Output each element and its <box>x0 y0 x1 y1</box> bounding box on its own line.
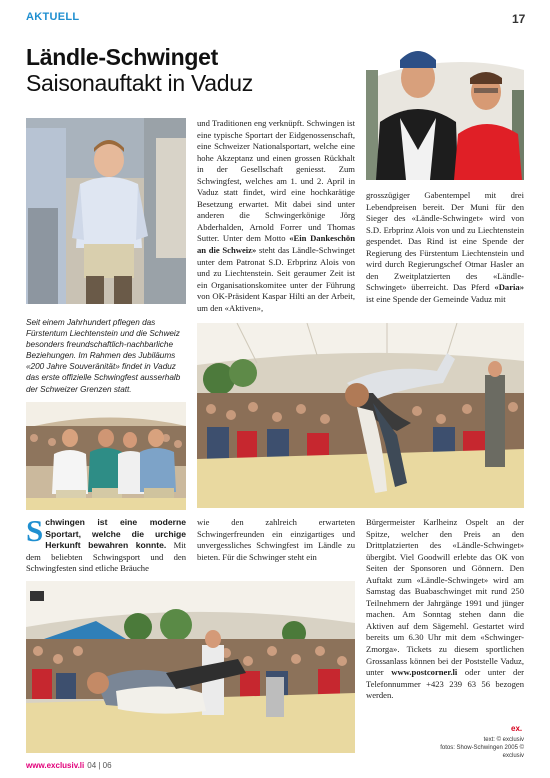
footer-website <box>26 761 112 770</box>
article-column-3 <box>366 517 524 729</box>
page-number: 17 <box>512 12 526 26</box>
text-segment: und Traditionen eng verknüpft. Schwingen ist eine typische Sportart der Eidgenossenschaft, eine Schweizer Nationalsportart, welche eine hohe Akzeptanz und einen grossen Rückhalt in der Gesellschaft geniesst. Zum Schwingfest, welches am 1. und 2. April in Vaduz statt findet, wird eine hochkarätige Besetzung erwartet. Mit dabei sind unter anderen die Schwingerkönige Jörg Abderhalden, Arnold Forrer und Thomas Sutter. Unter dem Motto <box>197 118 355 244</box>
text-segment: grosszügiger Gabentempel mit drei Lebendpreisen bereit. Der Muni für den Sieger des «Ländle-Schwinget» wird von S.D. Erbprinz Alois von und zu Liechtenstein gespendet. Das Rind ist eine Spende der Regierung des Fürstentum Liechtenstein und wird durch Regierungschef Otmar Hasler an den Zweitplatzierten des «Ländle-Schwinget» überreicht. Das Pferd <box>366 190 524 293</box>
postcorner-link[interactable]: www.postcorner.li <box>391 667 458 678</box>
text-segment: oder unter der Telefonnummer +423 239 63 56 bezogen werden. <box>366 667 524 701</box>
photo-wrestling-ground <box>26 581 355 753</box>
photo-wrestling-throw <box>197 323 524 508</box>
credits <box>420 736 524 760</box>
lead-text: chwingen ist eine moderne Sportart, welche die urchige Herkunft bewahren konnte. <box>45 517 186 551</box>
credit-text: text: © exclusiv <box>483 737 524 743</box>
photo-schwinger-group <box>26 402 186 510</box>
photo-caption: Seit einem Jahrhundert pflegen das Fürstentum Liechtenstein und die Schweiz besonders freundschaftlich-nachbarliche Beziehungen. Im Rahmen des Jubiläums «200 Jahre Souveränität» findet in Vaduz das erste offizielle Schwingfest ausserhalb der Schweizer Grenzen statt. <box>26 318 181 394</box>
text-segment: steht das Ländle-Schwinget unter dem Patronat S.D. Erbprinz Alois von und zu Liechtenstein. Seit geraumer Zeit ist ein Organisationskomitee unter der Führung von OK-Präsident Kaspar Hilti an der Arbeit, um den «Aktiven», <box>197 245 355 313</box>
text-segment: ist eine Spende der Gemeinde Vaduz mit <box>366 293 506 304</box>
article-title: Ländle-Schwinget <box>26 44 218 70</box>
article-column-2 <box>366 190 524 318</box>
credit-photos: fotos: Show-Schwingen 2005 © exclusiv <box>440 745 524 759</box>
article-column-1 <box>197 118 355 315</box>
photo-boy <box>26 118 186 304</box>
drop-cap: S <box>26 513 44 548</box>
motto-text: «Ein Dankeschön an die Schweiz» <box>197 233 355 256</box>
photo-portrait <box>366 30 524 180</box>
article-column-2-continued: wie den zahlreich erwarteten Schwingerfreunden ein einzigartiges und unvergessliches Schwingfest im Ländle zu bieten. Für die Schwinger steht ein <box>197 517 355 562</box>
text-segment: Bürgermeister Karlheinz Ospelt an der Spitze, welcher den Preis an den Drittplatzierten des «Ländle-Schwinget» übergibt. Viel Goodwill erlebte das OK von Seiten der Sponsoren und Gönnern. Den Auftakt zum «Ländle-Schwinget» wird am Samstag das Buabaschwinget mit rund 250 Teilnehmern der Jahrgänge 1991 und jünger machen. Am Sonntag stehen dann die Aktiven auf dem Sägemehl. Gestartet wird bereits um 6.30 Uhr mit dem «Schwinger-Zmorga». Tickets zu diesem sportlichen Grossanlass können bei der Poststelle Vaduz, unter <box>366 517 524 678</box>
horse-name: «Daria» <box>494 282 524 293</box>
end-mark: ex. <box>511 724 523 733</box>
article-subtitle: Saisonauftakt in Vaduz <box>26 70 253 96</box>
lead-paragraph <box>26 513 186 575</box>
section-tag: AKTUELL <box>26 11 80 23</box>
issue-number: 04 | 06 <box>87 761 112 770</box>
footer-url[interactable]: www.exclusiv.li <box>26 761 85 770</box>
text-segment: Mit dem beliebten Schwingsport und den Schwingfesten sind etliche Bräuche <box>26 540 186 574</box>
